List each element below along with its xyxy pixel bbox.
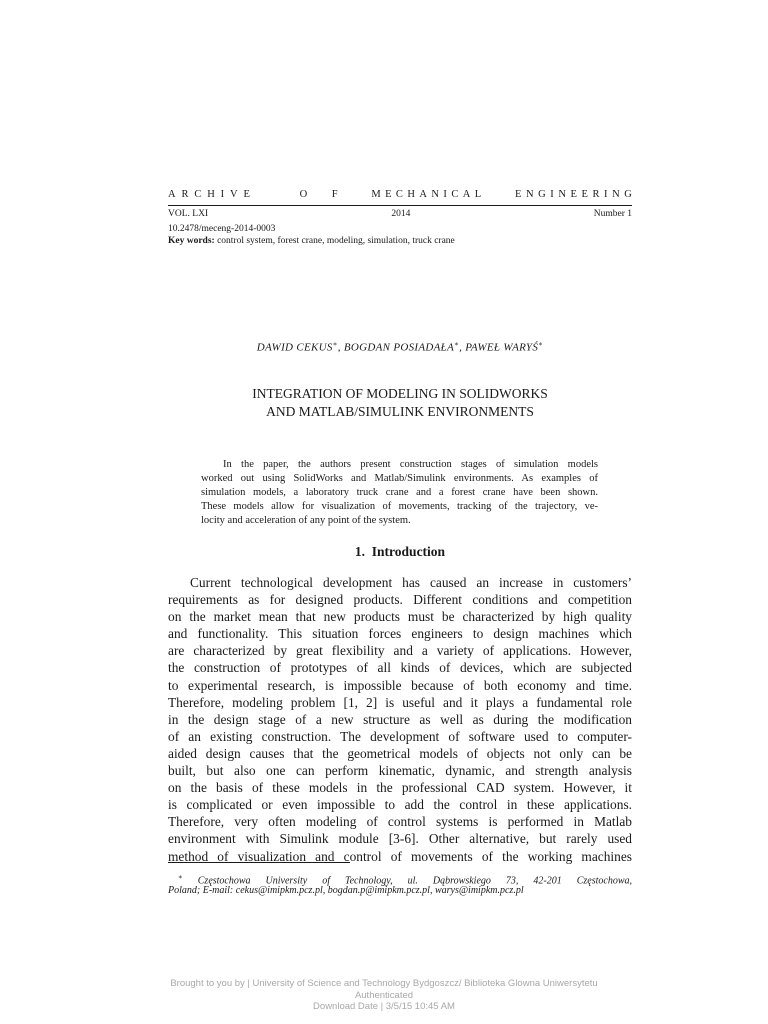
author-list (168, 340, 632, 354)
body-line: built, but also one can perform kinematic, dynamic, and strength analysis (168, 763, 632, 779)
body-line: the construction of prototypes of all kinds of devices, which are subjected (168, 660, 632, 676)
abstract-line: worked out using SolidWorks and Matlab/Simulink environments. As examples of (201, 473, 598, 484)
footnote-affiliation: Częstochowa University of Technology, ul. Dąbrowskiego 73, 42-201 Częstochowa, (197, 875, 632, 887)
abstract-line: These models allow for visualization of movements, tracking of the trajectory, ve- (201, 501, 598, 512)
journal-word-archive: A R C H I V E (168, 189, 250, 200)
doi: 10.2478/meceng-2014-0003 (168, 224, 276, 234)
author-name: DAWID CEKUS (256, 341, 333, 354)
body-line: to experimental research, is impossible because of both economy and time. (168, 677, 632, 693)
affiliation-mark: ∗ (332, 340, 338, 348)
body-line: is complicated or even impossible to add the control in these applications. (168, 797, 632, 813)
abstract-line: simulation models, a laboratory truck crane and a forest crane have been shown. (201, 487, 598, 498)
footnote-line (168, 870, 632, 887)
body-line: of an existing construction. The development of software used to computer- (168, 728, 632, 744)
title-line: INTEGRATION OF MODELING IN SOLIDWORKS (252, 386, 548, 401)
journal-name (168, 189, 632, 200)
body-line: and functionality. This situation forces engineers to design machines which (168, 626, 632, 642)
body-line: on the market mean that new products must be characterized by high quality (168, 609, 632, 625)
body-line: requirements as for designed products. Different conditions and competition (168, 592, 632, 608)
body-line: Current technological development has caused an increase in customers’ (190, 575, 632, 590)
author-separator: , (459, 341, 466, 354)
journal-word-of: O F (299, 189, 338, 200)
footnote (168, 870, 632, 898)
abstract-line: locity and acceleration of any point of the system. (201, 515, 411, 526)
abstract (201, 458, 598, 528)
issue-number: Number 1 (593, 209, 632, 219)
footnote-line: Poland; E-mail: cekus@imipkm.pcz.pl, bogdan.p@imipkm.pcz.pl, warys@imipkm.pcz.pl (168, 885, 524, 896)
body-text (168, 574, 632, 865)
journal-word-mechanical: M E C H A N I C A L (371, 189, 482, 200)
section-title: Introduction (371, 544, 446, 559)
author-name: BOGDAN POSIADAŁA (343, 341, 455, 354)
affiliation-mark: ∗ (454, 340, 460, 348)
body-line: aided design causes that the geometrical models of objects not only can be (168, 745, 632, 761)
footnote-rule (168, 862, 350, 863)
keywords-text: control system, forest crane, modeling, simulation, truck crane (217, 236, 455, 246)
volume-label: VOL. LXI (168, 209, 209, 219)
download-notice (0, 978, 768, 1013)
affiliation-mark: ∗ (538, 340, 544, 348)
download-line: Download Date | 3/5/15 10:45 AM (313, 1001, 455, 1012)
year-label: 2014 (391, 209, 411, 219)
footnote-mark: ∗ (178, 873, 183, 881)
author-name: PAWEŁ WARYŚ (465, 341, 539, 354)
body-line: Therefore, very often modeling of control systems is performed in Matlab (168, 814, 632, 830)
body-line: Therefore, modeling problem [1, 2] is useful and it plays a fundamental role (168, 694, 632, 710)
paper-title (168, 385, 632, 421)
body-line: are characterized by great flexibility and a variety of applications. However, (168, 643, 632, 659)
body-line: in the design stage of a new structure as well as during the modification (168, 711, 632, 727)
paper-page (168, 0, 632, 1024)
header-rule (168, 205, 632, 206)
section-number: 1. (354, 544, 366, 559)
journal-word-engineering: E N G I N E E R I N G (514, 189, 632, 200)
author-separator: , (337, 341, 344, 354)
body-line: method of visualization and control of movements of the working machines (168, 848, 632, 864)
section-heading (168, 544, 632, 560)
download-line: Authenticated (354, 989, 414, 1001)
keywords-line (168, 236, 455, 246)
keywords-label: Key words: (168, 236, 215, 246)
body-line: on the basis of these models in the professional CAD system. However, it (168, 780, 632, 796)
abstract-line: In the paper, the authors present construction stages of simulation models (223, 459, 598, 470)
volume-row (168, 209, 632, 219)
title-line: AND MATLAB/SIMULINK ENVIRONMENTS (266, 404, 534, 419)
body-line: environment with Simulink module [3-6]. Other alternative, but rarely used (168, 831, 632, 847)
download-line: Brought to you by | University of Science and Technology Bydgoszcz/ Biblioteka Glowna Uniwersytetu (170, 978, 598, 989)
